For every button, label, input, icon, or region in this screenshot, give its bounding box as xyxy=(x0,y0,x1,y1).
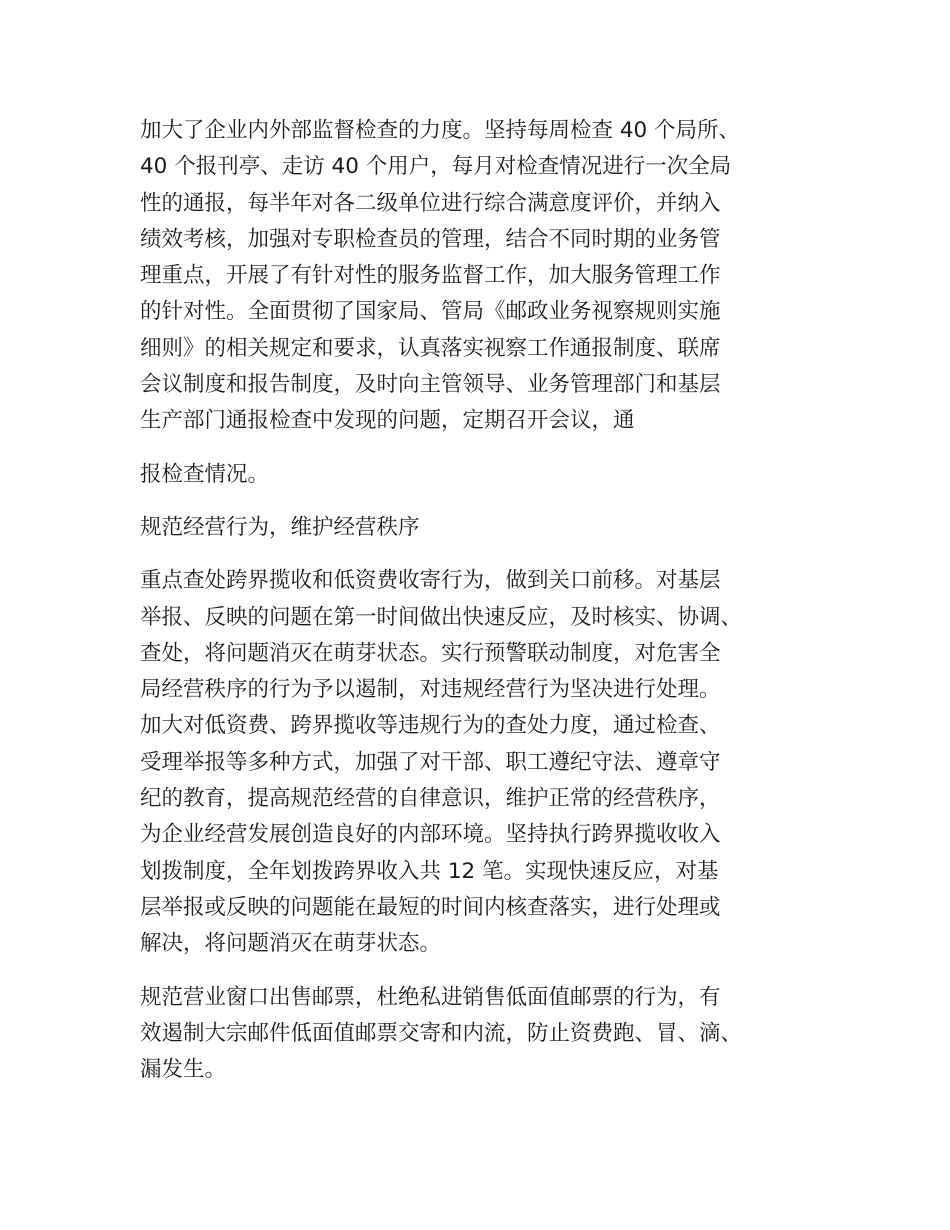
text-line: 绩效考核，加强对专职检查员的管理，结合不同时期的业务管 xyxy=(140,226,721,252)
paragraph-spacer xyxy=(140,493,820,510)
text-line: 解决，将问题消灭在萌芽状态。 xyxy=(140,931,442,957)
text-line: 会议制度和报告制度，及时向主管领导、业务管理部门和基层 xyxy=(140,372,721,398)
text-line: 细则》的相关规定和要求，认真落实视察工作通报制度、联席 xyxy=(140,335,721,361)
text-line: 理重点，开展了有针对性的服务监督工作，加大服务管理工作 xyxy=(140,263,721,289)
text-line: 效遏制大宗邮件低面值邮票交寄和内流，防止资费跑、冒、滴、 xyxy=(140,1020,743,1046)
paragraph-continuation xyxy=(140,457,820,493)
text-line: 报检查情况。 xyxy=(140,461,270,487)
text-line: 的针对性。全面贯彻了国家局、管局《邮政业务视察规则实施 xyxy=(140,299,721,325)
text-line: 漏发生。 xyxy=(140,1057,227,1083)
paragraph-spacer xyxy=(140,440,820,457)
text-line: 划拨制度，全年划拨跨界收入共 12 笔。实现快速反应，对基 xyxy=(140,858,719,884)
text-line: 40 个报刊亭、走访 40 个用户，每月对检查情况进行一次全局 xyxy=(140,154,732,180)
heading-text: 规范经营行为，维护经营秩序 xyxy=(140,514,420,540)
paragraph-order-enforcement xyxy=(140,563,820,962)
text-line: 规范营业窗口出售邮票，杜绝私进销售低面值邮票的行为，有 xyxy=(140,984,721,1010)
text-line: 为企业经营发展创造良好的内部环境。坚持执行跨界揽收收入 xyxy=(140,822,721,848)
text-line: 加大了企业内外部监督检查的力度。坚持每周检查 40 个局所、 xyxy=(140,118,741,143)
paragraph-supervision xyxy=(140,113,820,440)
paragraph-spacer xyxy=(140,963,820,980)
text-line: 层举报或反映的问题能在最短的时间内核查落实，进行处理或 xyxy=(140,894,721,920)
text-line: 纪的教育，提高规范经营的自律意识，维护正常的经营秩序， xyxy=(140,786,721,812)
text-line: 性的通报，每半年对各二级单位进行综合满意度评价，并纳入 xyxy=(140,190,721,216)
document-body xyxy=(140,113,820,1088)
paragraph-stamps xyxy=(140,980,820,1089)
text-line: 受理举报等多种方式，加强了对干部、职工遵纪守法、遵章守 xyxy=(140,749,721,775)
text-line: 局经营秩序的行为予以遏制，对违规经营行为坚决进行处理。 xyxy=(140,677,721,703)
text-line: 重点查处跨界揽收和低资费收寄行为，做到关口前移。对基层 xyxy=(140,568,721,594)
text-line: 生产部门通报检查中发现的问题，定期召开会议，通 xyxy=(140,408,635,434)
paragraph-spacer xyxy=(140,546,820,563)
text-line: 举报、反映的问题在第一时间做出快速反应，及时核实、协调、 xyxy=(140,604,743,630)
text-line: 查处，将问题消灭在萌芽状态。实行预警联动制度，对危害全 xyxy=(140,640,721,666)
section-heading xyxy=(140,510,820,546)
text-line: 加大对低资费、跨界揽收等违规行为的查处力度，通过检查、 xyxy=(140,713,721,739)
